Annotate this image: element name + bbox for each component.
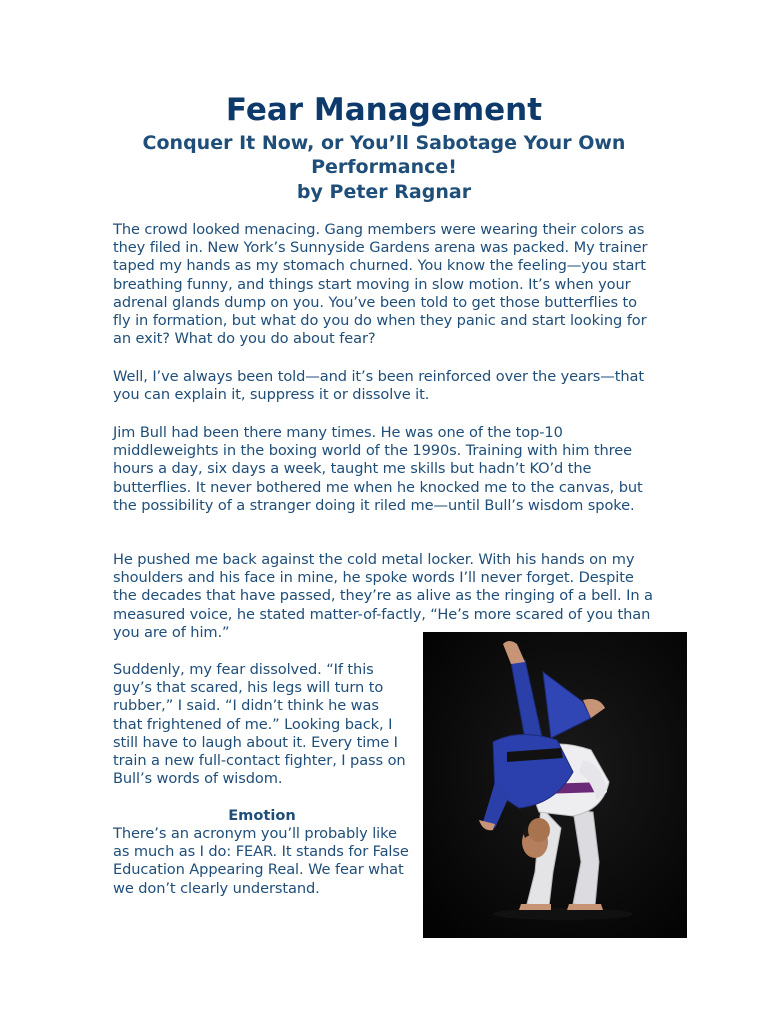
page-subtitle: Conquer It Now, or You’ll Sabotage Your Own Performance! <box>142 132 626 178</box>
judo-throw-illustration <box>423 632 687 938</box>
floor-shadow <box>493 908 633 920</box>
paragraph-3: Jim Bull had been there many times. He was one of the top-10 middleweights in the boxing world of the 1990s. Training with him three hours a day, six days a week, taught me skills but hadn’t KO’d the butterflies. It never bothered me when he knocked me to the canvas, but the possibility of a stranger doing it riled me—until Bull’s wisdom spoke. <box>113 424 643 514</box>
paragraph-emotion: There’s an acronym you’ll probably like as much as I do: FEAR. It stands for False Education Appearing Real. We fear what we don’t clearly understand. <box>113 825 409 897</box>
paragraph-2: Well, I’ve always been told—and it’s been reinforced over the years—that you can explain it, suppress it or dissolve it. <box>113 368 645 404</box>
paragraph-4: He pushed me back against the cold metal locker. With his hands on my shoulders and his face in mine, he spoke words I’ll never forget. Despite the decades that have passed, they’re as alive as the ringing of a bell. In a measured voice, he stated matter-of-factly, “He’s more scared of you than you are of him.” <box>113 551 653 641</box>
section-heading-emotion: Emotion <box>228 807 296 824</box>
judo-throw-photo <box>423 632 687 938</box>
author-byline: by Peter Ragnar <box>296 181 472 203</box>
paragraph-5: Suddenly, my fear dissolved. “If this guy’s that scared, his legs will turn to rubber,” I said. “I didn’t think he was that frightened of me.” Looking back, I still have to laugh about it. Every time I train a new full-contact fighter, I pass on Bull’s words of wisdom. <box>113 661 406 788</box>
paragraph-1: The crowd looked menacing. Gang members were wearing their colors as they filed in. New York’s Sunnyside Gardens arena was packed. My trainer taped my hands as my stomach churned. You know the feeling—you start breathing funny, and things start moving in slow motion. It’s when your adrenal glands dump on you. You’ve been told to get those butterflies to fly in formation, but what do you do when they panic and start looking for an exit? What do you do about fear? <box>113 221 648 348</box>
page-title: Fear Management <box>225 92 543 128</box>
